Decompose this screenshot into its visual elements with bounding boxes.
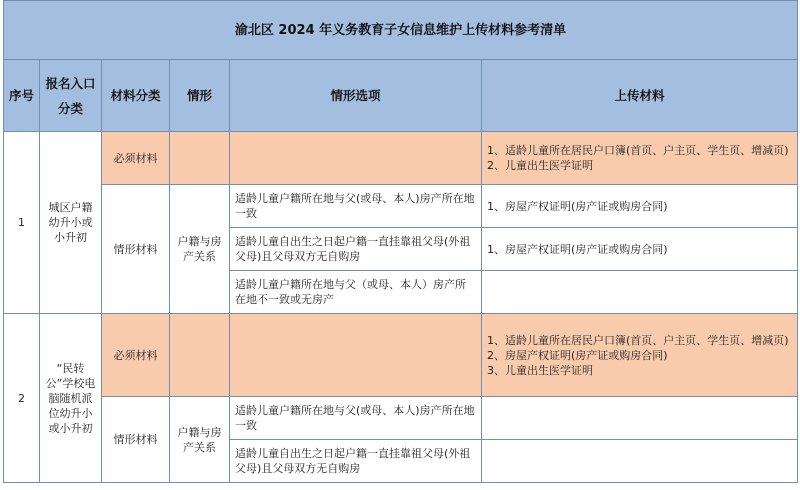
header-category: 报名入口分类 — [40, 60, 102, 132]
header-upload: 上传材料 — [482, 60, 798, 132]
required-materials-text: 1、适龄儿童所在居民户口簿(首页、户主页、学生页、增减页) 2、儿童出生医学证明 — [487, 144, 789, 172]
required-label-cell: 必须材料 — [102, 314, 170, 397]
option-cell: 适龄儿童户籍所在地与父（或母、本人）房产所在地不一致或无房产 — [230, 271, 482, 314]
option-materials-cell: 1、房屋产权证明(房产证或购房合同) — [482, 228, 798, 271]
table-row — [4, 314, 798, 397]
situation-cell: 户籍与房产关系 — [170, 397, 230, 483]
option-cell: 适龄儿童自出生之日起户籍一直挂靠祖父母(外祖父母)且父母双方无自购房 — [230, 228, 482, 271]
situation-label-cell: 情形材料 — [102, 185, 170, 314]
required-label-cell: 必须材料 — [102, 132, 170, 185]
option-materials-cell — [482, 271, 798, 314]
option-cell: 适龄儿童户籍所在地与父(或母、本人)房产所在地一致 — [230, 397, 482, 440]
option-materials-cell: 1、房屋产权证明(房产证或购房合同) — [482, 185, 798, 228]
empty-cell — [170, 314, 230, 397]
category-cell: “民转公”学校电脑随机派位幼升小或小升初 — [40, 314, 102, 483]
table-row — [4, 132, 798, 185]
seq-cell: 2 — [4, 314, 40, 483]
header-material-type: 材料分类 — [102, 60, 170, 132]
header-option: 情形选项 — [230, 60, 482, 132]
option-materials-cell — [482, 440, 798, 483]
header-seq: 序号 — [4, 60, 40, 132]
table-row — [4, 185, 798, 228]
situation-cell: 户籍与房产关系 — [170, 185, 230, 314]
option-materials-cell — [482, 397, 798, 440]
required-materials-cell — [482, 314, 798, 397]
table-row — [4, 397, 798, 440]
empty-cell — [230, 314, 482, 397]
materials-table — [3, 0, 798, 483]
option-cell: 适龄儿童自出生之日起户籍一直挂靠祖父母(外祖父母)且父母双方无自购房 — [230, 440, 482, 483]
situation-label-cell: 情形材料 — [102, 397, 170, 483]
required-materials-text: 1、适龄儿童所在居民户口簿(首页、户主页、学生页、增减页) 2、房屋产权证明(房产证或购房合同) 3、儿童出生医学证明 — [487, 333, 789, 377]
empty-cell — [230, 132, 482, 185]
seq-cell: 1 — [4, 132, 40, 314]
category-cell: 城区户籍幼升小或小升初 — [40, 132, 102, 314]
required-materials-cell — [482, 132, 798, 185]
option-cell: 适龄儿童户籍所在地与父(或母、本人)房产所在地一致 — [230, 185, 482, 228]
header-situation: 情形 — [170, 60, 230, 132]
empty-cell — [170, 132, 230, 185]
table-title: 渝北区 2024 年义务教育子女信息维护上传材料参考清单 — [4, 1, 798, 60]
